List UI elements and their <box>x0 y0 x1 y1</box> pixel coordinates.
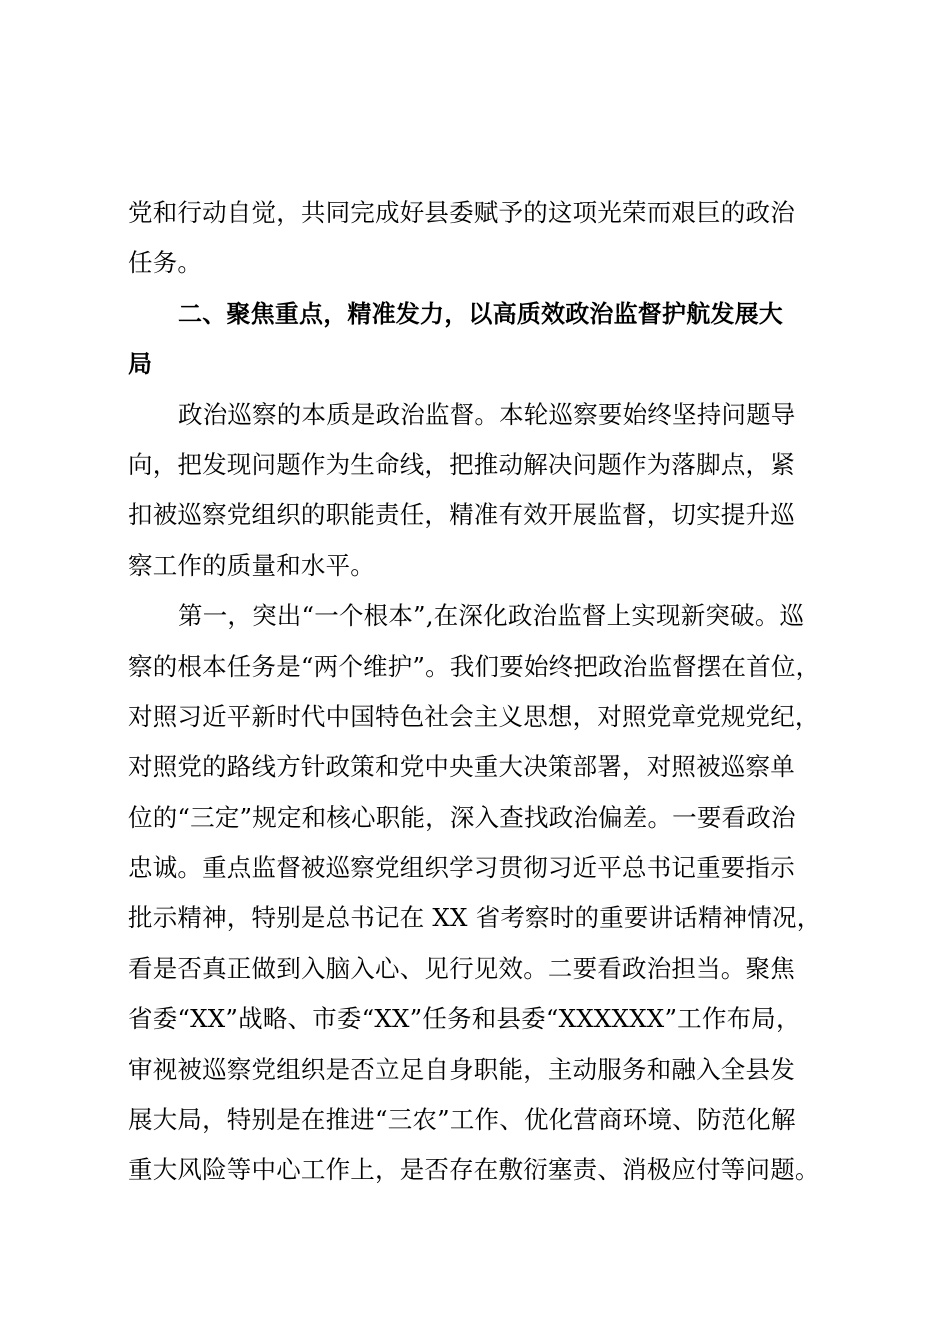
paragraph-line-5: 第一，突出“一个根本”,在深化政治监督上实现新突破。巡 <box>178 601 805 631</box>
paragraph-line-1: 政治巡察的本质是政治监督。本轮巡察要始终坚持问题导 <box>178 399 796 429</box>
paragraph-line-15: 展大局，特别是在推进“三农”工作、优化营商环境、防范化解 <box>128 1105 796 1135</box>
paragraph-line-12: 看是否真正做到入脑入心、见行见效。二要看政治担当。聚焦 <box>128 953 795 983</box>
section-heading: 二、聚焦重点，精准发力，以高质效政治监督护航发展大 <box>178 299 783 328</box>
paragraph-line-6: 察的根本任务是“两个维护”。我们要始终把政治监督摆在首位， <box>128 651 821 681</box>
text-line-1: 党和行动自觉，共同完成好县委赋予的这项光荣而艰巨的政治 <box>128 198 795 227</box>
paragraph-line-4: 察工作的质量和水平。 <box>128 550 375 580</box>
paragraph-line-14: 审视被巡察党组织是否立足自身职能，主动服务和融入全县发 <box>128 1054 795 1084</box>
body-text <box>128 188 828 1196</box>
text-line-2: 任务。 <box>128 248 203 278</box>
paragraph-line-9: 位的“三定”规定和核心职能，深入查找政治偏差。一要看政治 <box>128 802 796 832</box>
paragraph-line-2: 向，把发现问题作为生命线，把推动解决问题作为落脚点，紧 <box>128 449 795 479</box>
paragraph-line-3: 扣被巡察党组织的职能责任，精准有效开展监督，切实提升巡 <box>128 500 795 530</box>
paragraph-line-13: 省委“XX”战略、市委“XX”任务和县委“XXXXXX”工作布局， <box>128 1004 801 1034</box>
paragraph-line-11: 批示精神，特别是总书记在 XX 省考察时的重要讲话精神情况， <box>128 903 822 933</box>
paragraph-line-16: 重大风险等中心工作上，是否存在敷衍塞责、消极应付等问题。 <box>128 1155 820 1185</box>
paragraph-line-7: 对照习近平新时代中国特色社会主义思想，对照党章党规党纪， <box>128 701 820 731</box>
paragraph-line-10: 忠诚。重点监督被巡察党组织学习贯彻习近平总书记重要指示 <box>128 853 795 883</box>
section-heading-continued: 局 <box>128 350 153 379</box>
paragraph-line-8: 对照党的路线方针政策和党中央重大决策部署，对照被巡察单 <box>128 752 795 782</box>
